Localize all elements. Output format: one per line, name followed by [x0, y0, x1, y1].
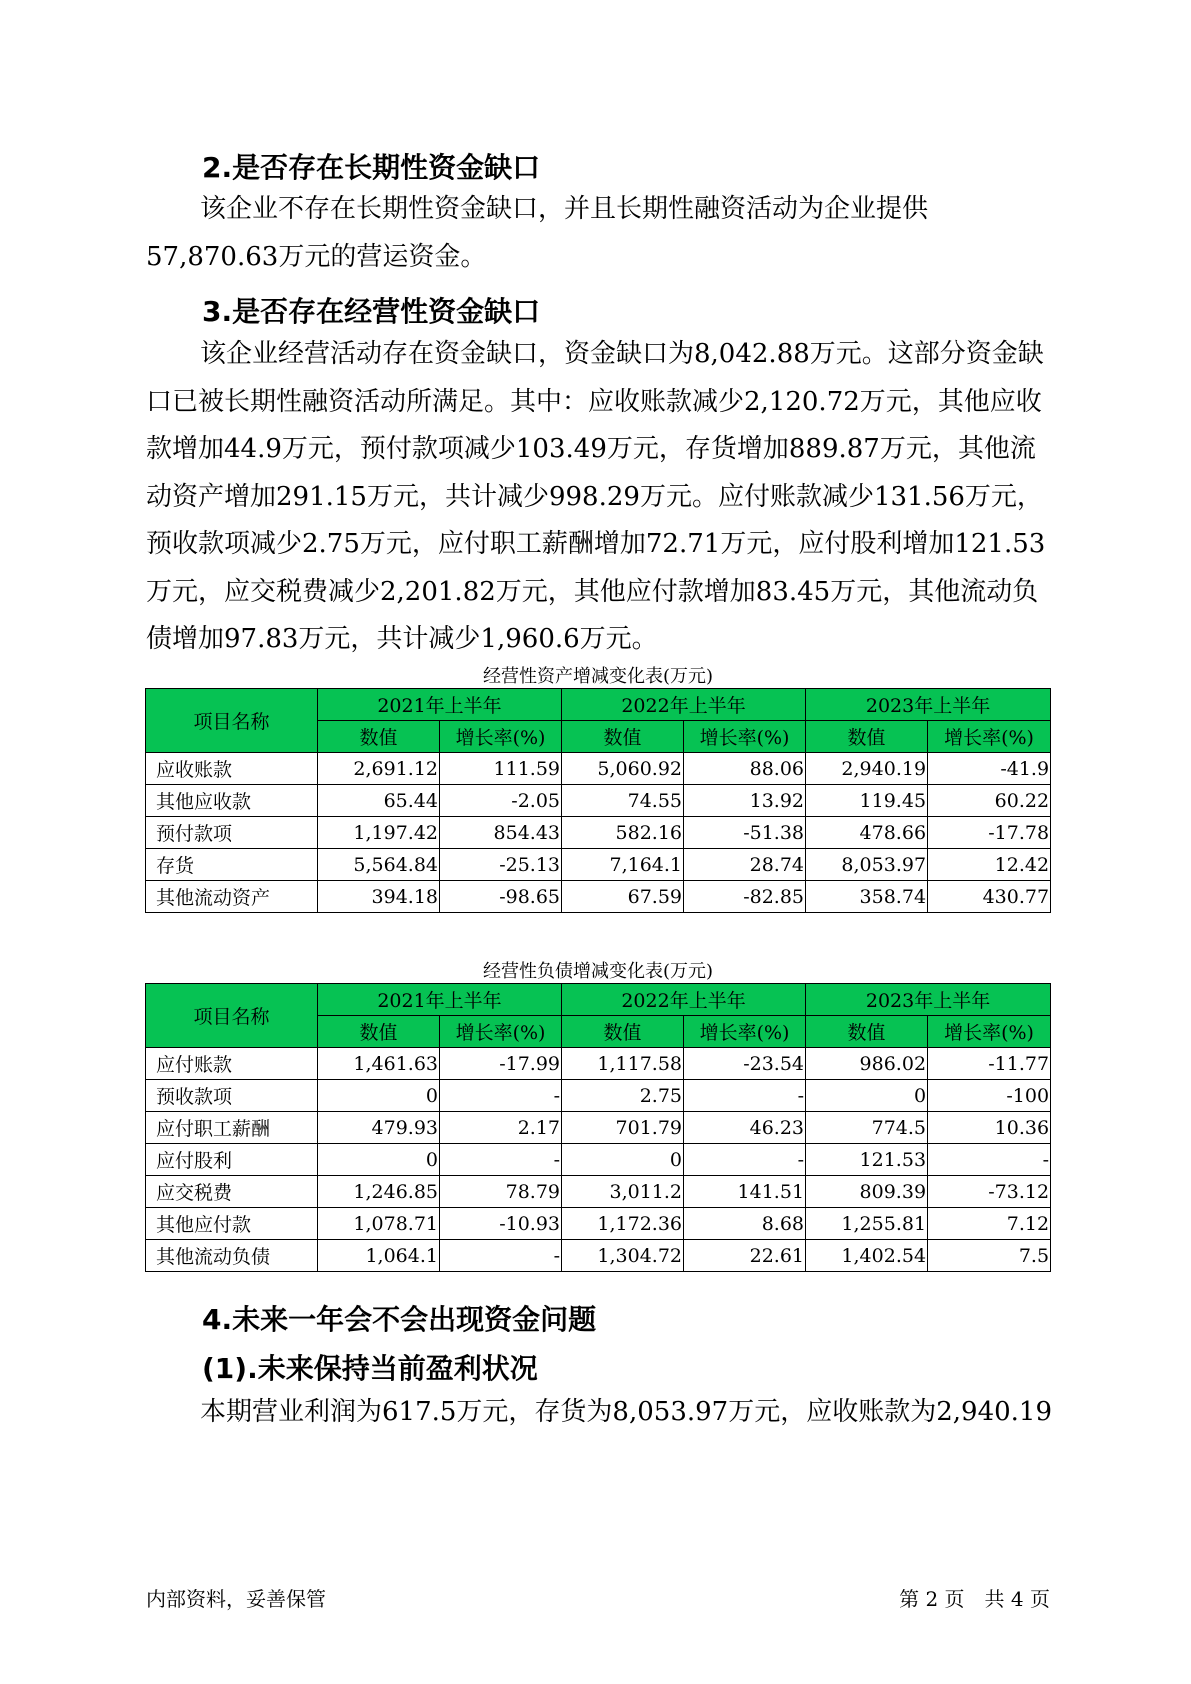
value-cell: 5,564.84 — [318, 849, 440, 881]
growth-rate-header: 增长率(%) — [440, 1016, 562, 1048]
growth-rate-cell: -51.38 — [684, 817, 806, 849]
section-4-1-heading: (1).未来保持当前盈利状况 — [202, 1352, 538, 1385]
value-cell: 3,011.2 — [562, 1176, 684, 1208]
growth-rate-cell: -2.05 — [440, 785, 562, 817]
table-row — [146, 1176, 1051, 1208]
table-row — [146, 1144, 1051, 1176]
table-row — [146, 1048, 1051, 1080]
growth-rate-cell: 12.42 — [928, 849, 1051, 881]
value-header: 数值 — [318, 1016, 440, 1048]
growth-rate-cell: 46.23 — [684, 1112, 806, 1144]
period-header: 2021年上半年 — [318, 689, 562, 721]
row-item-name: 其他应付款 — [146, 1208, 318, 1240]
growth-rate-header: 增长率(%) — [684, 1016, 806, 1048]
value-cell: 1,172.36 — [562, 1208, 684, 1240]
period-header: 2021年上半年 — [318, 984, 562, 1016]
value-cell: 1,246.85 — [318, 1176, 440, 1208]
growth-rate-cell: 141.51 — [684, 1176, 806, 1208]
growth-rate-cell: -23.54 — [684, 1048, 806, 1080]
value-cell: 479.93 — [318, 1112, 440, 1144]
growth-rate-cell: 78.79 — [440, 1176, 562, 1208]
value-cell: 2,691.12 — [318, 753, 440, 785]
value-cell: 2,940.19 — [806, 753, 928, 785]
table-row — [146, 785, 1051, 817]
table-row — [146, 1208, 1051, 1240]
growth-rate-cell: -25.13 — [440, 849, 562, 881]
growth-rate-cell: -82.85 — [684, 881, 806, 913]
growth-rate-cell: 854.43 — [440, 817, 562, 849]
growth-rate-cell: 88.06 — [684, 753, 806, 785]
liabilities-table-caption: 经营性负债增减变化表(万元) — [482, 961, 714, 982]
value-cell: 2.75 — [562, 1080, 684, 1112]
value-cell: 809.39 — [806, 1176, 928, 1208]
growth-rate-cell: 111.59 — [440, 753, 562, 785]
value-cell: 1,117.58 — [562, 1048, 684, 1080]
value-header: 数值 — [318, 721, 440, 753]
value-cell: 394.18 — [318, 881, 440, 913]
growth-rate-header: 增长率(%) — [928, 721, 1051, 753]
growth-rate-cell: -11.77 — [928, 1048, 1051, 1080]
value-cell: 701.79 — [562, 1112, 684, 1144]
row-item-name: 应付职工薪酬 — [146, 1112, 318, 1144]
value-cell: 1,078.71 — [318, 1208, 440, 1240]
table-row — [146, 753, 1051, 785]
growth-rate-cell: 60.22 — [928, 785, 1051, 817]
value-cell: 986.02 — [806, 1048, 928, 1080]
table-row — [146, 1240, 1051, 1272]
growth-rate-cell: -41.9 — [928, 753, 1051, 785]
table-row — [146, 849, 1051, 881]
value-header: 数值 — [806, 1016, 928, 1048]
growth-rate-cell: -10.93 — [440, 1208, 562, 1240]
section-2-paragraph: 该企业不存在长期性资金缺口，并且长期性融资活动为企业提供57,870.63万元的营运资金。 — [146, 194, 929, 272]
value-cell: 65.44 — [318, 785, 440, 817]
row-item-name: 其他流动资产 — [146, 881, 318, 913]
row-item-name: 应交税费 — [146, 1176, 318, 1208]
growth-rate-cell: 7.12 — [928, 1208, 1051, 1240]
table-row — [146, 1112, 1051, 1144]
growth-rate-header: 增长率(%) — [928, 1016, 1051, 1048]
growth-rate-cell: - — [928, 1144, 1051, 1176]
value-cell: 0 — [318, 1144, 440, 1176]
section-4-heading: 4.未来一年会不会出现资金问题 — [202, 1303, 597, 1336]
growth-rate-cell: 13.92 — [684, 785, 806, 817]
value-cell: 1,461.63 — [318, 1048, 440, 1080]
value-cell: 774.5 — [806, 1112, 928, 1144]
value-cell: 1,255.81 — [806, 1208, 928, 1240]
value-header: 数值 — [562, 721, 684, 753]
value-cell: 8,053.97 — [806, 849, 928, 881]
value-cell: 478.66 — [806, 817, 928, 849]
value-cell: 0 — [562, 1144, 684, 1176]
growth-rate-cell: 10.36 — [928, 1112, 1051, 1144]
value-cell: 582.16 — [562, 817, 684, 849]
growth-rate-cell: 2.17 — [440, 1112, 562, 1144]
row-item-name: 存货 — [146, 849, 318, 881]
value-cell: 1,064.1 — [318, 1240, 440, 1272]
assets-table-caption: 经营性资产增减变化表(万元) — [482, 666, 714, 687]
assets-change-table — [145, 688, 1051, 913]
value-header: 数值 — [562, 1016, 684, 1048]
period-header: 2022年上半年 — [562, 984, 806, 1016]
growth-rate-cell: 7.5 — [928, 1240, 1051, 1272]
row-item-name: 应付股利 — [146, 1144, 318, 1176]
section-2-heading: 2.是否存在长期性资金缺口 — [202, 151, 541, 184]
growth-rate-cell: -17.78 — [928, 817, 1051, 849]
growth-rate-cell: 8.68 — [684, 1208, 806, 1240]
growth-rate-cell: 22.61 — [684, 1240, 806, 1272]
growth-rate-cell: -17.99 — [440, 1048, 562, 1080]
liabilities-change-table — [145, 983, 1051, 1272]
row-item-name: 其他应收款 — [146, 785, 318, 817]
value-cell: 74.55 — [562, 785, 684, 817]
growth-rate-cell: -73.12 — [928, 1176, 1051, 1208]
value-cell: 119.45 — [806, 785, 928, 817]
table-row — [146, 817, 1051, 849]
value-cell: 0 — [806, 1080, 928, 1112]
value-cell: 7,164.1 — [562, 849, 684, 881]
section-4-1-paragraph: 本期营业利润为617.5万元，存货为8,053.97万元，应收账款为2,940.19 — [200, 1397, 1052, 1427]
growth-rate-cell: - — [440, 1080, 562, 1112]
table-row — [146, 881, 1051, 913]
period-header: 2022年上半年 — [562, 689, 806, 721]
table-row — [146, 1080, 1051, 1112]
value-cell: 358.74 — [806, 881, 928, 913]
value-cell: 67.59 — [562, 881, 684, 913]
footer-page-number: 第 2 页 共 4 页 — [899, 1587, 1050, 1611]
value-cell: 1,197.42 — [318, 817, 440, 849]
period-header: 2023年上半年 — [806, 984, 1051, 1016]
item-name-header: 项目名称 — [146, 689, 318, 753]
value-header: 数值 — [806, 721, 928, 753]
value-cell: 0 — [318, 1080, 440, 1112]
growth-rate-cell: - — [440, 1240, 562, 1272]
growth-rate-cell: -98.65 — [440, 881, 562, 913]
growth-rate-cell: - — [684, 1144, 806, 1176]
value-cell: 121.53 — [806, 1144, 928, 1176]
value-cell: 1,304.72 — [562, 1240, 684, 1272]
row-item-name: 应付账款 — [146, 1048, 318, 1080]
row-item-name: 其他流动负债 — [146, 1240, 318, 1272]
row-item-name: 预付款项 — [146, 817, 318, 849]
growth-rate-header: 增长率(%) — [684, 721, 806, 753]
row-item-name: 预收款项 — [146, 1080, 318, 1112]
growth-rate-cell: 430.77 — [928, 881, 1051, 913]
section-3-heading: 3.是否存在经营性资金缺口 — [202, 295, 541, 328]
row-item-name: 应收账款 — [146, 753, 318, 785]
footer-confidential-note: 内部资料，妥善保管 — [146, 1587, 326, 1611]
growth-rate-cell: - — [440, 1144, 562, 1176]
growth-rate-cell: -100 — [928, 1080, 1051, 1112]
growth-rate-cell: 28.74 — [684, 849, 806, 881]
value-cell: 5,060.92 — [562, 753, 684, 785]
growth-rate-cell: - — [684, 1080, 806, 1112]
section-3-paragraph: 该企业经营活动存在资金缺口，资金缺口为8,042.88万元。这部分资金缺口已被长期性融资活动所满足。其中：应收账款减少2,120.72万元，其他应收款增加44.9万元，预付款项减少103.49万元，存货增加889.87万元，其他流动资产增加291.15万元，共计减少998.29万元。应付账款减少131.56万元，预收款项减少2.75万元，应付职工薪酬增加72.71万元，应付股利增加121.53万元，应交税费减少2,201.82万元，其他应付款增加83.45万元，其他流动负债增加97.83万元，共计减少1,960.6万元。 — [146, 339, 1046, 654]
item-name-header: 项目名称 — [146, 984, 318, 1048]
growth-rate-header: 增长率(%) — [440, 721, 562, 753]
value-cell: 1,402.54 — [806, 1240, 928, 1272]
period-header: 2023年上半年 — [806, 689, 1051, 721]
